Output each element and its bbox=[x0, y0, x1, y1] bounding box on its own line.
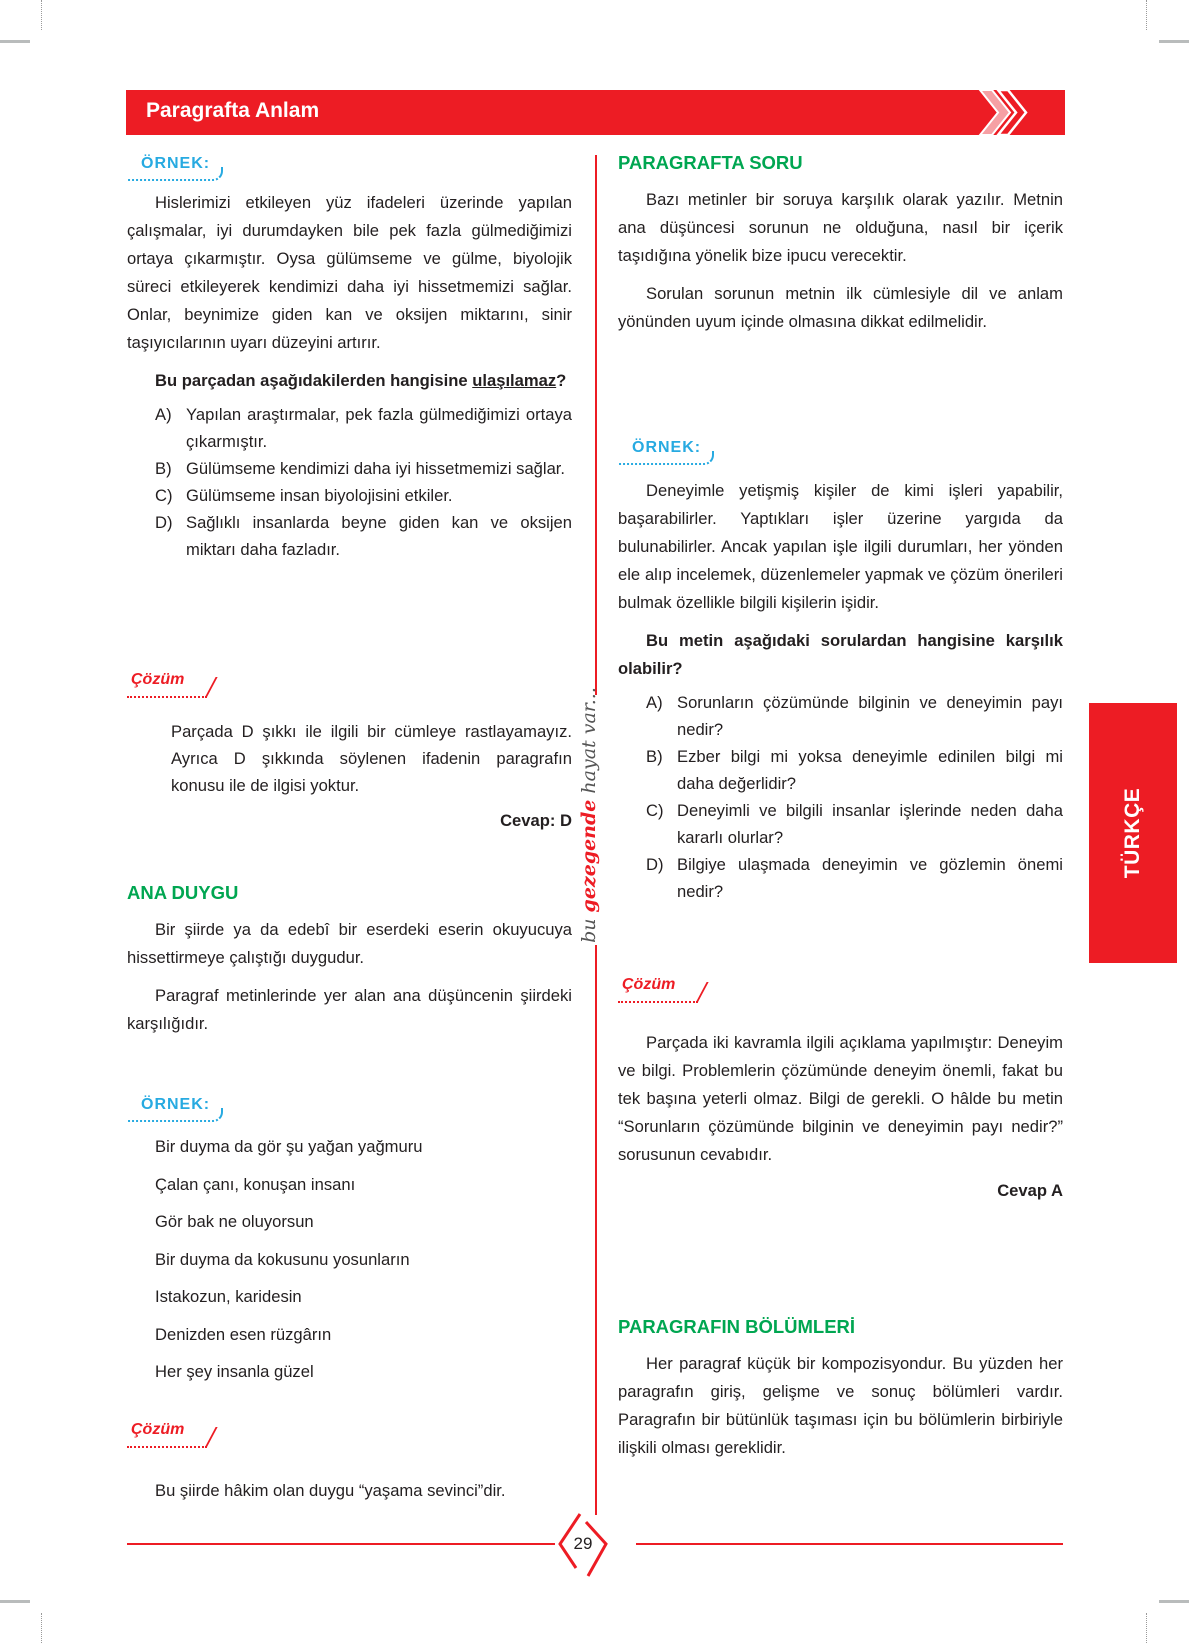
column-divider bbox=[595, 155, 597, 695]
footer-rule bbox=[127, 1543, 555, 1545]
crop-mark bbox=[1146, 0, 1148, 30]
footer-rule bbox=[636, 1543, 1063, 1545]
option-a: A) Yapılan araştırmalar, pek fazla gülmediğimizi ortaya çıkarmıştır. bbox=[155, 405, 572, 451]
crop-mark bbox=[0, 1600, 30, 1603]
slogan: bu gezegende hayat var... bbox=[578, 687, 600, 943]
answer: Cevap: D bbox=[500, 811, 572, 830]
example-2-solution: Bu şiirde hâkim olan duygu “yaşama sevinci”dir. bbox=[155, 1481, 506, 1500]
example-1-text: Hislerimizi etkileyen yüz ifadeleri üzerinde yapılan çalışmalar, iyi durumdayken bile pek fazla gülmediğimizi ortaya çıkarmıştır. Oysa gülümseme ve gülme, biyolojik süreci etkileyerek kendimizi daha iyi hissetmemizi sağlar. Onlar, beynimize giden kan ve oksijen miktarını, sinir taşıyıcılarının uyarı düzeyini artırır. bbox=[127, 193, 572, 352]
chapter-title: Paragrafta Anlam bbox=[146, 99, 320, 122]
crop-mark bbox=[1159, 1600, 1189, 1603]
example-1-question: Bu parçadan aşağıdakilerden hangisine ulaşılamaz? bbox=[155, 371, 567, 390]
poem-line: Bir duyma da gör şu yağan yağmuru bbox=[155, 1137, 423, 1156]
section-title: ANA DUYGU bbox=[127, 882, 239, 903]
subject-tab-label: TÜRKÇE bbox=[1121, 787, 1144, 879]
option-a: A) Sorunların çözümünde bilginin ve deneyimin payı nedir? bbox=[646, 693, 1063, 739]
subject-tab bbox=[1089, 703, 1177, 963]
section-title: PARAGRAFTA SORU bbox=[618, 152, 803, 173]
poem-line: Her şey insanla güzel bbox=[155, 1362, 314, 1381]
poem-line: Istakozun, karidesin bbox=[155, 1287, 302, 1306]
option-d: D) Bilgiye ulaşmada deneyimin ve gözlemin önemi nedir? bbox=[646, 855, 1063, 901]
poem-line: Denizden esen rüzgârın bbox=[155, 1324, 332, 1344]
example-3-question: Bu metin aşağıdaki sorulardan hangisine karşılık olabilir? bbox=[618, 631, 1063, 678]
ornek-label: ÖRNEK: bbox=[127, 153, 232, 181]
page-badge bbox=[548, 1510, 618, 1580]
poem bbox=[155, 1137, 575, 1400]
ornek-label: ÖRNEK: bbox=[618, 437, 723, 465]
page-number: 29 bbox=[573, 1534, 593, 1553]
option-c: C) Deneyimli ve bilgili insanlar işlerinde neden daha kararlı olurlar? bbox=[646, 801, 1063, 847]
crop-mark bbox=[1146, 1613, 1148, 1643]
option-b: B) Gülümseme kendimizi daha iyi hissetmemizi sağlar. bbox=[155, 459, 566, 478]
poem-line: Çalan çanı, konuşan insanı bbox=[155, 1174, 356, 1194]
example-1-options bbox=[127, 401, 572, 563]
chevron-right-icon bbox=[978, 90, 1038, 135]
poem-line: Gör bak ne oluyorsun bbox=[155, 1212, 314, 1231]
crop-mark bbox=[0, 40, 30, 43]
section-title: PARAGRAFIN BÖLÜMLERİ bbox=[618, 1316, 856, 1337]
option-c: C) Gülümseme insan biyolojisini etkiler. bbox=[155, 486, 453, 505]
chapter-header bbox=[126, 90, 1065, 135]
ornek-label: ÖRNEK: bbox=[127, 1094, 232, 1122]
section-ana-duygu: ANA DUYGU Bir şiirde ya da edebî bir eserdeki eserin okuyucuya hissettirmeye çalıştığı duygudur. Paragraf metinlerinde yer alan ana düşüncenin şiirdeki karşılığıdır. bbox=[127, 882, 572, 1033]
crop-mark bbox=[1159, 40, 1189, 43]
example-3-solution: Parçada iki kavramla ilgili açıklama yapılmıştır: Deneyim ve bilgi. Problemlerin çözümünde deneyim önemli, fakat bu tek başına yeterli olmaz. Bilgi de gerekli. O hâlde bu metin “Sorunların çözümünde bilginin ve deneyimin payı nedir?” sorusunun cevabıdır. Cevap A bbox=[618, 1033, 1063, 1200]
example-1 bbox=[127, 189, 572, 563]
example-3-text: Deneyimle yetişmiş kişiler de kimi işleri yapabilir, başarabilirler. Yaptıkları işler üzerine yargıda da bulunabilirler. Ancak yapılan işle ilgili durumları, her yönden ele alıp incelemek, düzenlemeler yapmak ve çözüm önerileri bulmak özellikle bilgili kişilerin işidir. bbox=[618, 481, 1063, 612]
cozum-label: Çözüm bbox=[618, 975, 708, 1003]
example-3-options bbox=[618, 689, 1063, 905]
example-1-solution: Parçada D şıkkı ile ilgili bir cümleye rastlayamayız. Ayrıca D şıkkında söylenen ifadenin paragrafın konusu ile de ilgisi yoktur. Cevap: D bbox=[171, 722, 572, 830]
example-3 bbox=[618, 477, 1063, 905]
crop-mark bbox=[41, 1613, 43, 1643]
section-paragrafin-bolumleri: PARAGRAFIN BÖLÜMLERİ Her paragraf küçük bir kompozisyondur. Bu yüzden her paragrafın giriş, gelişme ve sonuç bölümleri vardır. Paragrafın bir bütünlük taşıması için bu bölümlerin birbiriyle ilişkili olması gereklidir. bbox=[618, 1316, 1063, 1457]
poem-line: Bir duyma da kokusunu yosunların bbox=[155, 1249, 410, 1269]
section-paragrafta-soru: PARAGRAFTA SORU Bazı metinler bir soruya karşılık olarak yazılır. Metnin ana düşüncesi sorunun ne olduğuna, nasıl bir içerik taşıdığına yönelik bize ipucu verecektir. Sorulan sorunun metnin ilk cümlesiyle dil ve anlam yönünden uyum içinde olmasına dikkat edilmelidir. bbox=[618, 152, 1063, 331]
column-divider bbox=[595, 945, 597, 1515]
cozum-label: Çözüm bbox=[127, 670, 217, 698]
crop-mark bbox=[41, 0, 43, 30]
answer: Cevap A bbox=[997, 1181, 1063, 1200]
option-d: D) Sağlıklı insanlarda beyne giden kan ve oksijen miktarı daha fazladır. bbox=[155, 513, 572, 559]
cozum-label: Çözüm bbox=[127, 1420, 217, 1448]
option-b: B) Ezber bilgi mi yoksa deneyimle edinilen bilgi mi daha değerlidir? bbox=[646, 747, 1063, 793]
